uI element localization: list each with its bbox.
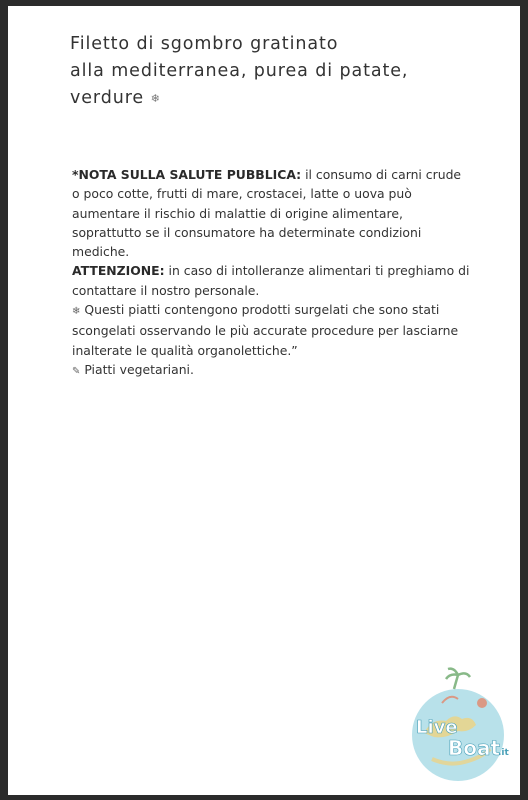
attention-note — [72, 261, 472, 300]
health-note — [72, 165, 472, 261]
globe-logo-icon — [402, 663, 520, 793]
vegetarian-note-text: Piatti vegetariani. — [84, 361, 194, 377]
attention-note-text: in caso di intolleranze alimentari ti preghiamo di contattare il nostro personale. — [72, 263, 470, 298]
vegetarian-note — [72, 360, 472, 381]
vegetarian-leaf-icon: ✎ — [72, 365, 81, 377]
dish-title-line-1: Filetto di sgombro gratinato — [70, 34, 339, 54]
palm-tree-shape — [446, 669, 470, 689]
health-note-heading: *NOTA SULLA SALUTE PUBBLICA: — [72, 167, 302, 182]
menu-page — [8, 6, 520, 795]
dish-title-line-3: verdure — [70, 88, 145, 108]
attention-note-heading: ATTENZIONE: — [72, 263, 165, 279]
frozen-note-icon: ❄ — [72, 306, 81, 318]
dish-title-line-2: alla mediterranea, purea di patate, — [70, 61, 409, 81]
frozen-note-text: Questi piatti contengono prodotti surgelati che sono stati scongelati osservando le più accurate procedure per lasciarne inalterate le qualità organolettiche.” — [72, 302, 459, 358]
logo-text-boat: Boat — [448, 736, 501, 760]
frozen-note — [72, 300, 472, 360]
menu-notes — [72, 165, 472, 381]
health-note-text: il consumo di carni crude o poco cotte, frutti di mare, crostacei, latte o uova può aumentare il rischio di malattie di origine alimentare, soprattutto se il consumatore ha determinate condizioni mediche. — [72, 167, 462, 260]
logo-text-live: Live — [416, 717, 458, 738]
liveboat-watermark-logo — [402, 663, 520, 793]
dish-title — [70, 31, 490, 112]
frozen-icon: ❄ — [150, 92, 160, 105]
sun-shape — [477, 698, 487, 708]
logo-text-domain: .it — [498, 748, 509, 758]
